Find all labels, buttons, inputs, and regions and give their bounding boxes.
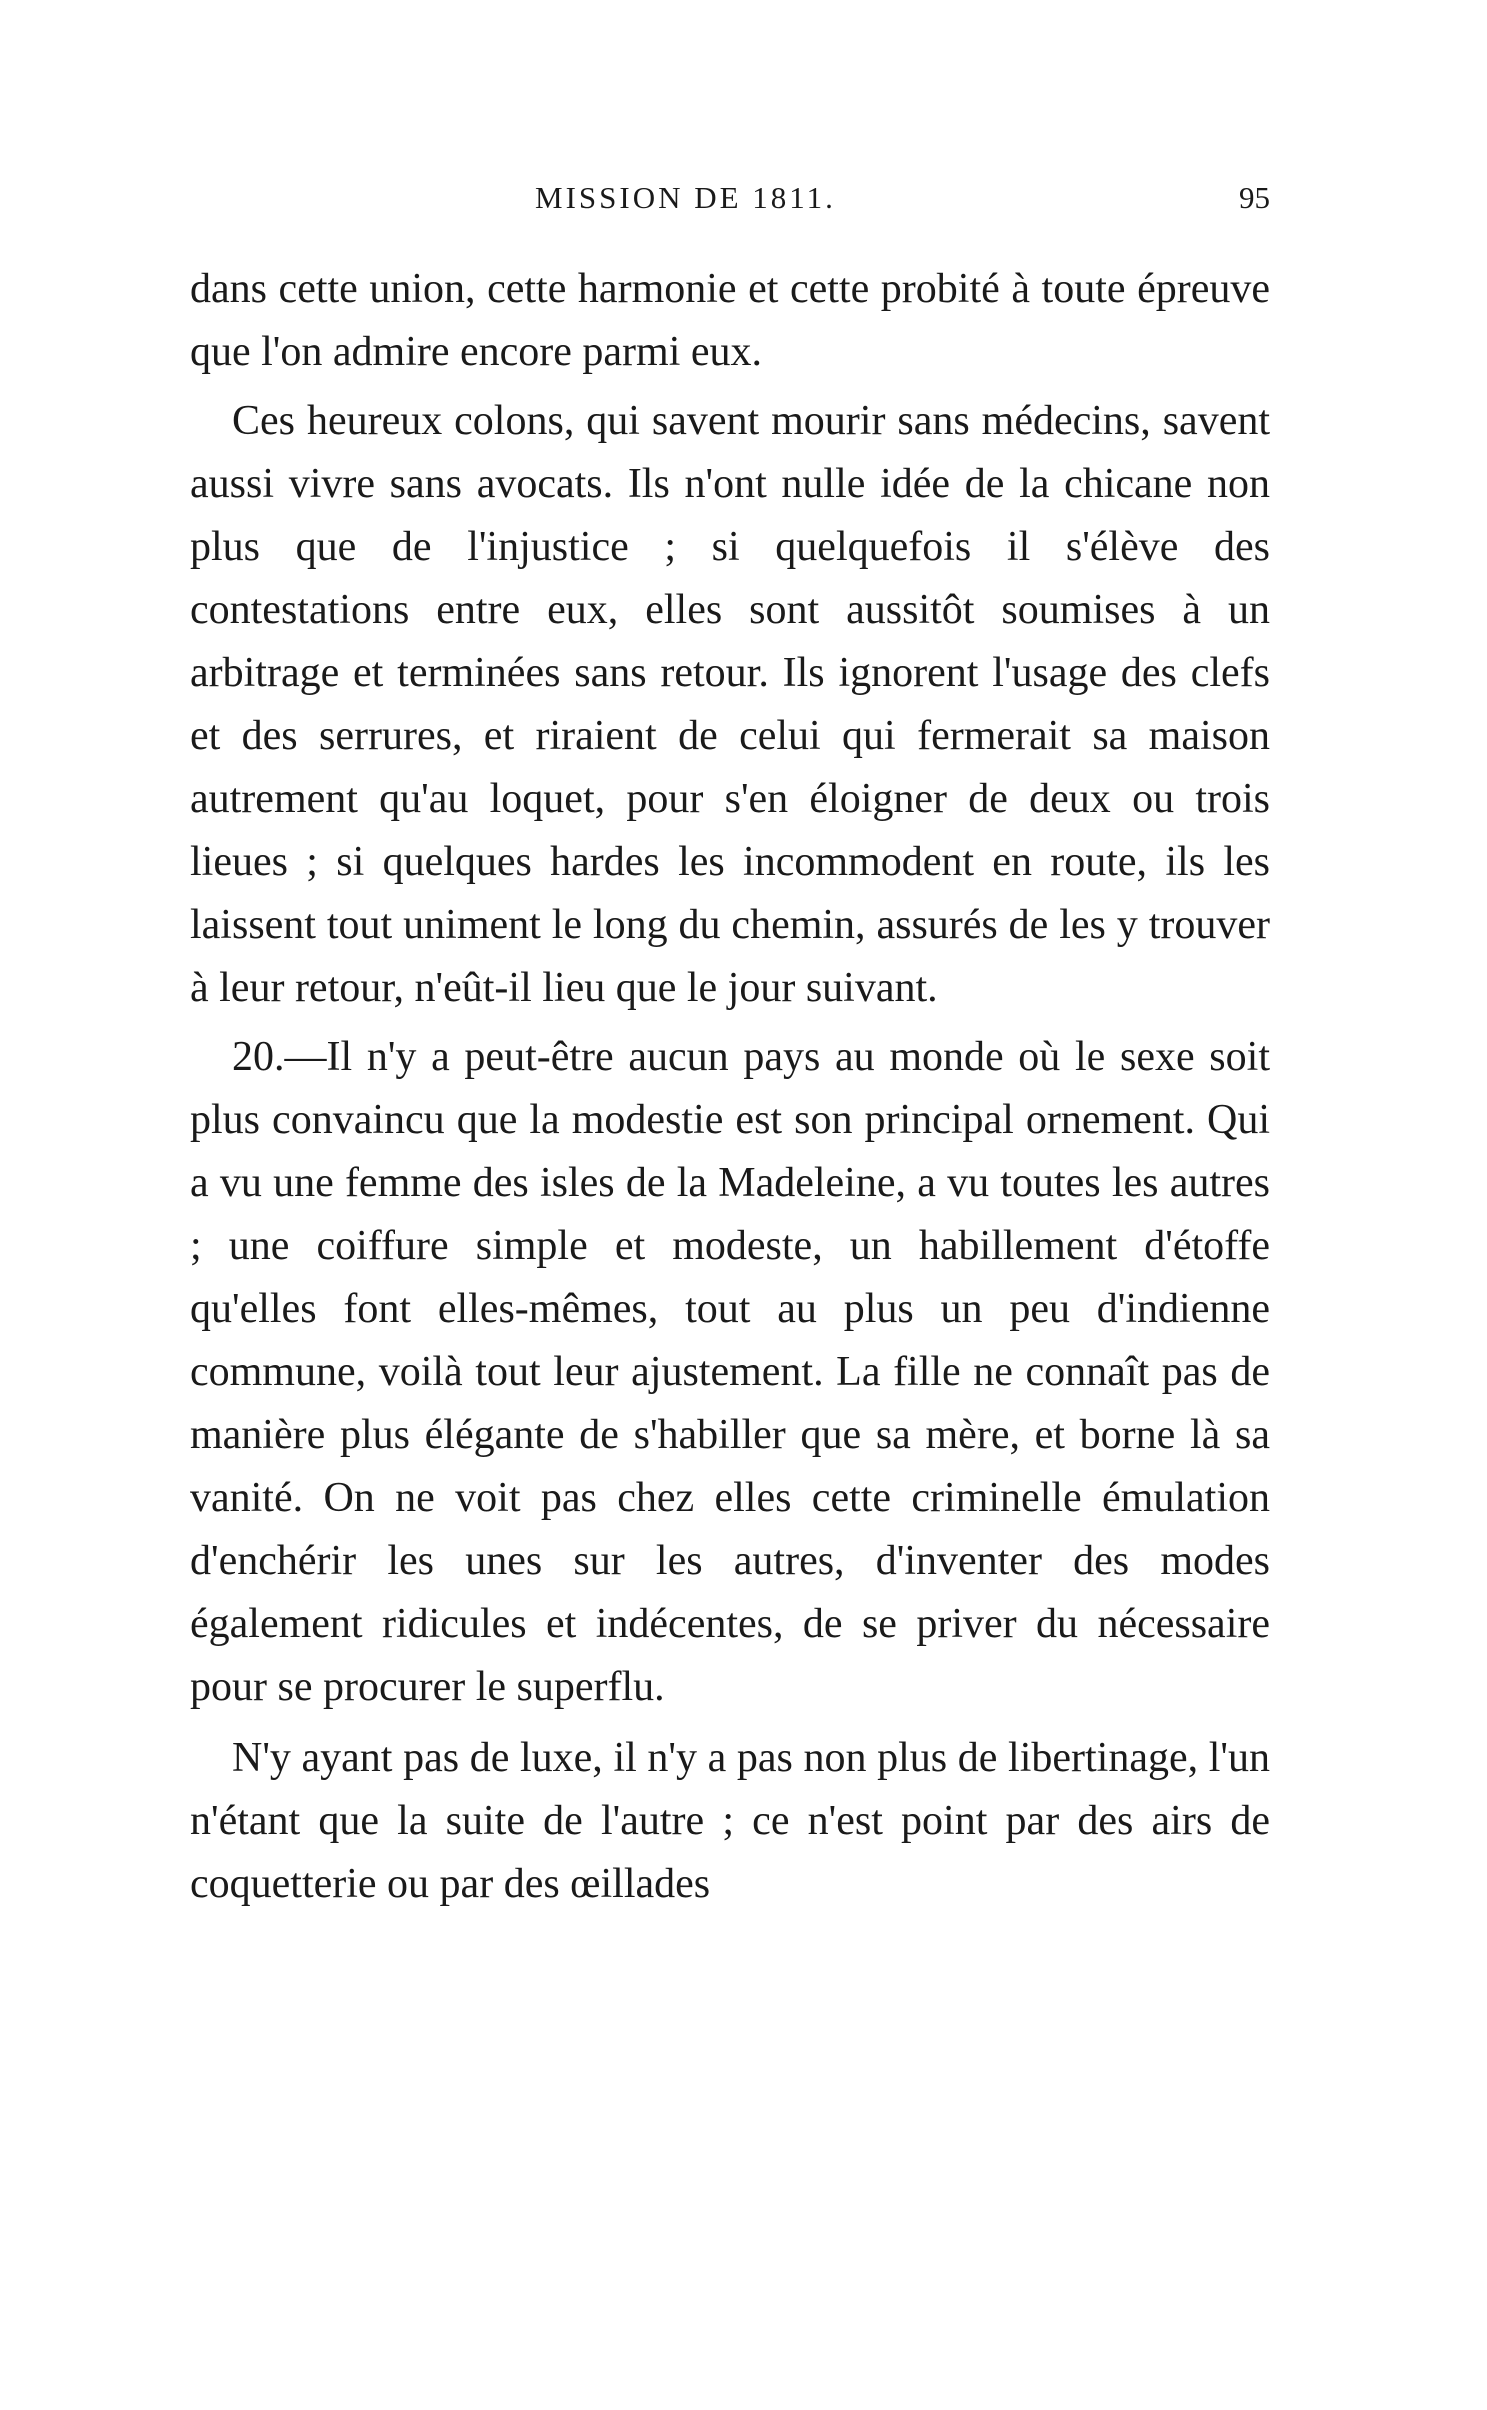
paragraph-luxe: N'y ayant pas de luxe, il n'y a pas non plus de libertinage, l'un n'étant que la suite de l'autre ; ce n'est point par des airs de coquetterie ou par des œillades: [190, 1735, 1270, 1907]
body-text: [190, 258, 1270, 1922]
paragraph-colons: Ces heureux colons, qui savent mourir sans médecins, savent aussi vivre sans avocats. Ils n'ont nulle idée de la chicane non plus que de l'injustice ; si quelquefois il s'élève des contestations entre eux, elles sont aussitôt soumises à un arbitrage et terminées sans retour. Ils ignorent l'usage des clefs et des serrures, et riraient de celui qui fermerait sa maison autrement qu'au loquet, pour s'en éloigner de deux ou trois lieues ; si quelques hardes les incommodent en route, ils les laissent tout uniment le long du chemin, assurés de les y trouver à leur retour, n'eût-il lieu que le jour suivant.: [190, 398, 1270, 1011]
running-title: MISSION DE 1811.: [535, 180, 836, 215]
paragraph-section-20: 20.—Il n'y a peut-être aucun pays au monde où le sexe soit plus convaincu que la modestie est son principal ornement. Qui a vu une femme des isles de la Madeleine, a vu toutes les autres ; une coiffure simple et modeste, un habillement d'étoffe qu'elles font elles-mêmes, tout au plus un peu d'indienne commune, voilà tout leur ajustement. La fille ne connaît pas de manière plus élégante de s'habiller que sa mère, et borne là sa vanité. On ne voit pas chez elles cette criminelle émulation d'enchérir les unes sur les autres, d'inventer des modes également ridicules et indécentes, de se priver du nécessaire pour se procurer le superflu.: [190, 1034, 1270, 1710]
paragraph-continuation: dans cette union, cette harmonie et cette probité à toute épreuve que l'on admire encore parmi eux.: [190, 266, 1270, 375]
page-number: 95: [1239, 180, 1270, 215]
running-header: [190, 180, 1270, 220]
